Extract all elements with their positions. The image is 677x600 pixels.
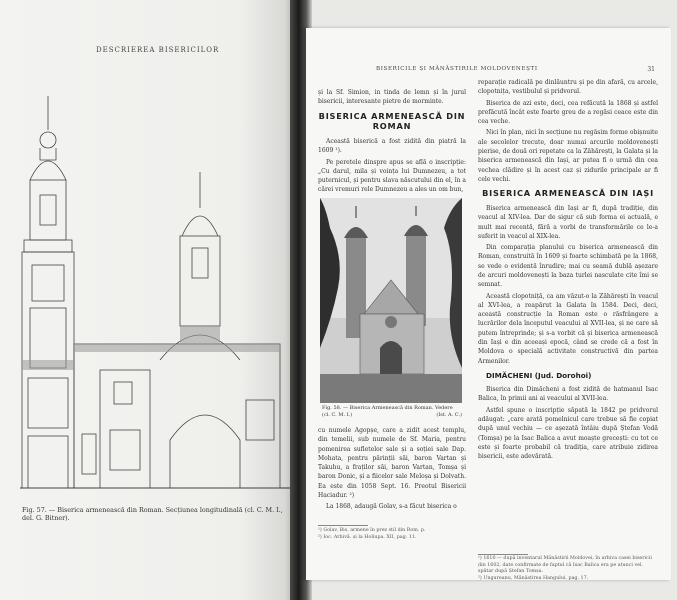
footnote-rule-left xyxy=(318,525,368,526)
right-p5: Din comparația planului cu biserica armenească din Roman, construită în 1609 și foarte schimbată pe la 1868, se vede o evidentă înrudire; mai cu seamă dublă așezare de arcuri moldovenești la baza turlei nasculate cite îmi se semnat. xyxy=(478,244,658,289)
right-p2: Biserica de azi este, deci, cea refăcută la 1868 și astfel prefăcută încât este foarte greu de a regăsi ceace este din cea veche. xyxy=(478,99,658,126)
roman-p1: Această biserică a fost zidită din piatră la 1609 ¹). xyxy=(318,137,466,155)
footnotes-left xyxy=(318,528,466,541)
right-p8: Astfel spune o inscripție săpată la 1842 pe pridvorul adăugat: „care arată pomelnicul care trebue să fie copiat după unul vechiu — ce așezată întâiu după Ștefan Vodă (Tomșa) pe la Isac Balica a avut moaște grecești: cu tot ce este și foarte probabil că tradiția, care atribuie zidirea bisericii, este adevărată. xyxy=(478,406,658,461)
footnote-right-1: ¹) 1610 — după inventarul Mănăstirii Moldovei, în arhiva casei bisericii din 1602, date confirmate de faptul că Isac Balica era pe atunci vel. spătar după Ștefan Tomșa. xyxy=(478,556,652,575)
footnote-left-1: ¹) Golav, Bis. armene în prez stil din Rom. p. xyxy=(318,528,426,533)
footnote-rule-right xyxy=(478,554,528,555)
left-column-top xyxy=(318,88,466,197)
below-photo-p2: La 1868, adaugă Golav, s-a făcut biserica o xyxy=(326,503,457,511)
footnote-left-2: ²) Ioc. Arhivă. și la Holiupa. XII, pag. 11. xyxy=(318,534,417,540)
right-p7: Biserica din Dimăcheni a fost zidită de hatmanul Isac Balica, în primii ani ai veacului al XVII-lea. xyxy=(478,386,658,403)
right-column xyxy=(478,78,658,464)
right-p3: Nici în plan, nici în secțiune nu regăsim forme obișnuite ale secolelor trecute, doar numai arcurile moldovenești pierise, de două ori repetate ca la Zăhărești, la Galata și la biserica armenească din Iași, ar putea fi o urmă din cea vechea clădire și în acest caz și zidurile principale ar fi cele vechi. xyxy=(478,129,658,183)
figure-57-caption: Fig. 57. — Biserica armenească din Roman. Secțiunea longitudinală (cl. C. M. I., del. G. Bitner). xyxy=(22,506,283,523)
figure-58-caption-credit: (cl. C. M. I.) xyxy=(322,411,353,418)
footnotes-right xyxy=(478,556,658,583)
dimacheni-heading: DIMĂCHENI (Jud. Dorohoi) xyxy=(486,370,592,380)
left-column-bottom xyxy=(318,426,466,514)
figure-58-caption-credit2: (Ist. A. C.) xyxy=(436,411,462,418)
iasi-heading: BISERICA ARMENEASCĂ DIN IAȘI xyxy=(482,188,654,199)
footnote-right-2: ²) Ungureanu, Mănăstirea Hangului, pag. 17. xyxy=(478,576,589,582)
right-running-head: BISERICILE ȘI MĂNĂSTIRILE MOLDOVENEȘTI xyxy=(376,66,538,72)
below-photo-p1: cu numele Agopșe, care a zidit acest templu, din temelii, sub numele de Sf. Maria, pentru pomenirea sufletelor sale și a soției sale Dap. Mohata, pentru părinții săi, baron Vartan și Takuhu, a fraților săi, baron Vartan, Tomșa și baron Donic, și a fiicelor sale Meloșa și Dolvath. Ea este din 1058 Sept. 16. Preotul Bisericii Haciadur. ²) xyxy=(318,427,466,500)
intro-paragraph: și la Sf. Simion, in tinda de lemn și în jurul bisericii, interesante pietre de morminte. xyxy=(318,89,466,106)
left-running-head: DESCRIEREA BISERICILOR xyxy=(96,46,220,54)
figure-58-caption-line1: Fig. 58. — Biserica Armenească din Roman. Vedere xyxy=(322,405,453,411)
church-photograph xyxy=(320,198,462,403)
roman-heading: BISERICA ARMENEASCĂ DIN ROMAN xyxy=(318,110,466,132)
church-section-drawing xyxy=(0,60,298,530)
figure-58-caption xyxy=(322,405,462,419)
right-p1: reparație radicală pe dinlăuntru și pe din afară, cu arcele, clopotnița, vestibulul și pridvorul. xyxy=(478,79,658,96)
right-p4: Biserica armenească din Iași ar fi, după tradiție, din veacul al XIV-lea. Dar de sigur că sub forma ei actuală, e mult mai recentă, fără a vorbi de transformările ce le-a suferit in veacul al XIX-lea. xyxy=(478,204,658,240)
right-p6: Această clopotniță, ca am văzut-o la Zăhărești în veacul al XVI-lea, a reapărut la Galata în 1584. Deci, deci, această construcție la Roman este o răsfrângere a lucrărilor dela începutul veacului al XVII-lea, și ne care să putem întreprinde; și s-a vorbit că și biserica armenească din Iași e din aceeași epocă, când se crede că a fost în Moldova o specială activitate constructivă din partea Armenilor. xyxy=(478,292,658,365)
left-page xyxy=(0,0,300,600)
roman-p2: Pe peretele dinspre apus se află o inscripție: „Cu darul, mila și voința lui Dumnezeu, a tot puternicul, și pentru slava născutului din el, în a cărei vremuri rele Dumnezeu a ales un om bun, xyxy=(318,158,466,194)
page-number: 31 xyxy=(647,66,655,73)
